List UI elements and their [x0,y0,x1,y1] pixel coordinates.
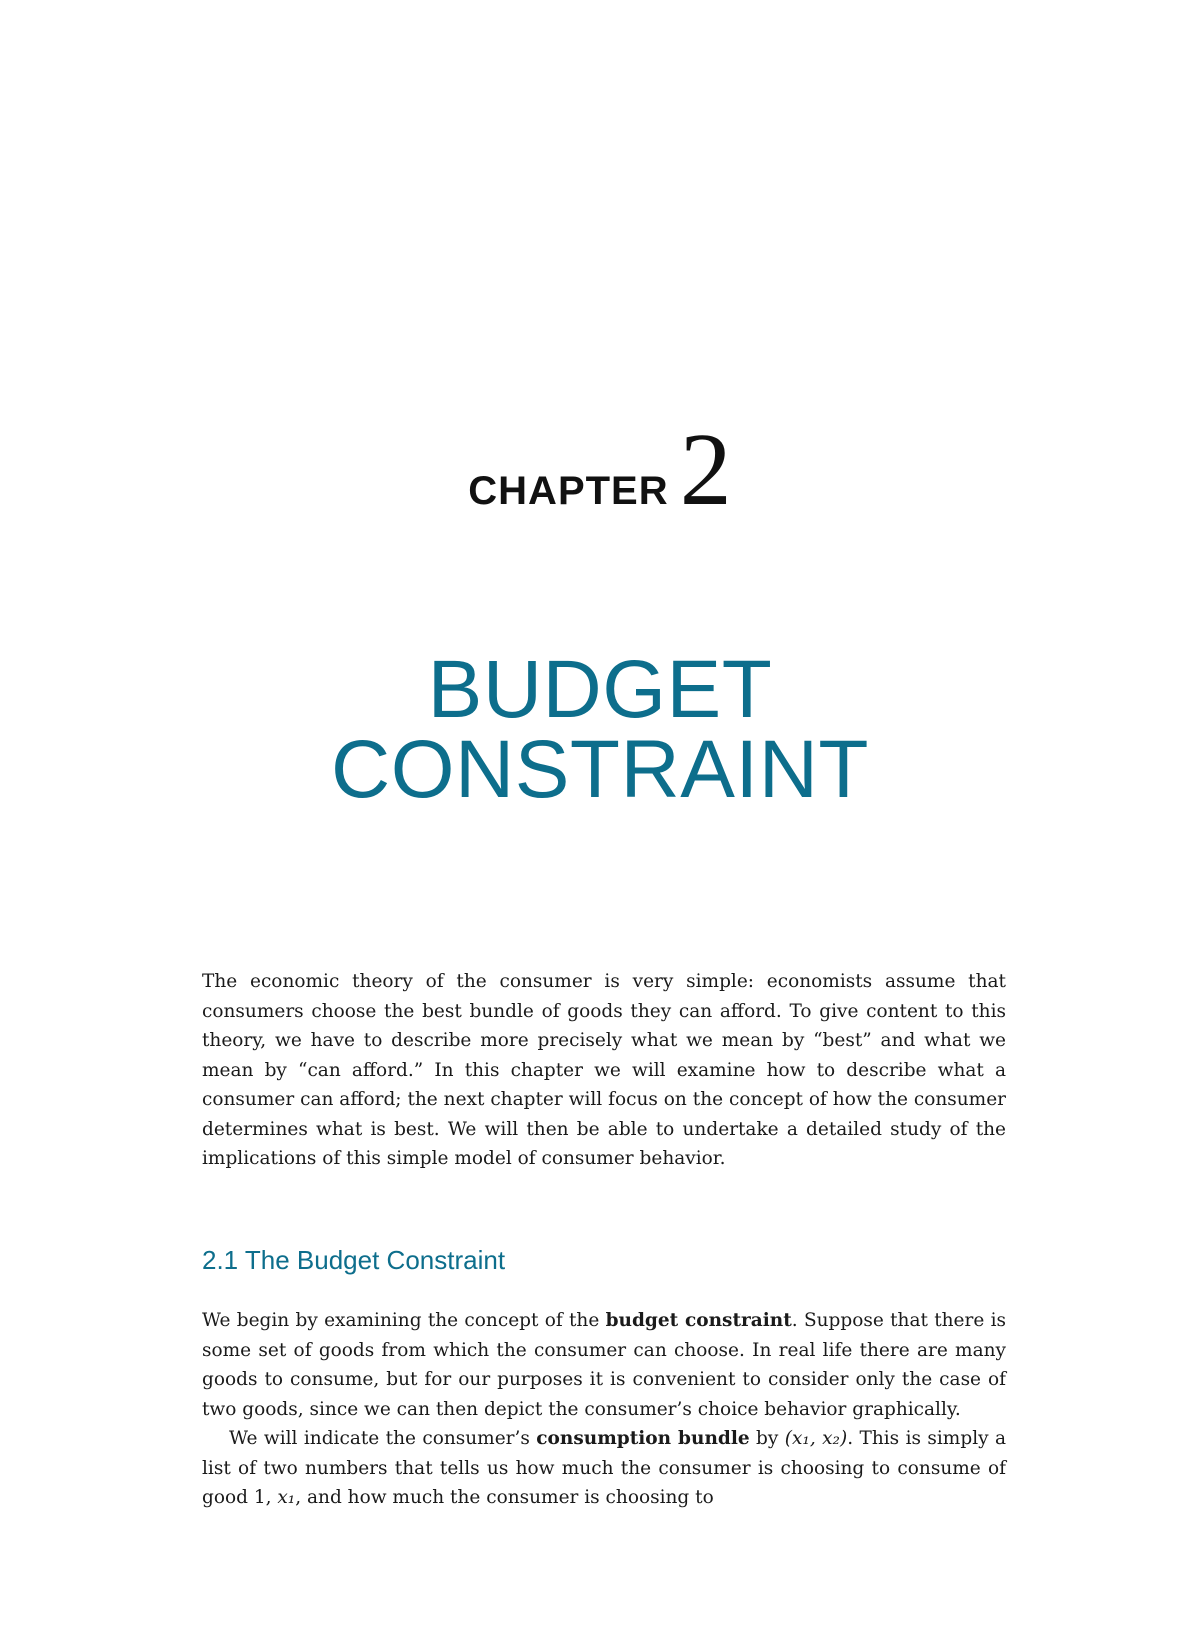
term-consumption-bundle: consumption bundle [536,1428,750,1449]
chapter-title-line-1: BUDGET [427,644,773,735]
paragraph-text: . Suppose that there is some set of goods from which the consumer can choose. In real life there are many goods to consume, but for our purposes it is convenient to consider only the case of two goods, since we can then depict the consumer’s choice behavior graphically. [202,1310,1006,1420]
math-x1: x₁ [277,1487,296,1508]
section-paragraph-1 [202,1306,1006,1424]
chapter-title-line-2: CONSTRAINT [331,724,869,815]
section-paragraph-2 [202,1424,1006,1513]
chapter-number: 2 [679,412,732,527]
chapter-heading [0,412,1200,527]
chapter-title [0,644,1200,815]
section-body [202,1306,1006,1513]
paragraph-text: We begin by examining the concept of the [202,1310,606,1331]
paragraph-text: by [749,1428,785,1449]
paragraph-text: . This is simply a list of two numbers that tells us how much the consumer is choosing to consume of good 1, [202,1428,1006,1508]
math-bundle: (x₁, x₂) [784,1428,848,1449]
paragraph-text: We will indicate the consumer’s [229,1428,537,1449]
paragraph-text: , and how much the consumer is choosing to [295,1487,714,1508]
term-budget-constraint: budget constraint [605,1310,792,1331]
intro-paragraph: The economic theory of the consumer is very simple: economists assume that consumers choose the best bundle of goods they can afford. To give content to this theory, we have to describe more precisely what we mean by “best” and what we mean by “can afford.” In this chapter we will examine how to describe what a consumer can afford; the next chapter will focus on the concept of how the consumer determines what is best. We will then be able to undertake a detailed study of the implications of this simple model of consumer behavior. [202,971,1006,1169]
section-heading: 2.1 The Budget Constraint [202,1245,506,1275]
chapter-label: CHAPTER [468,469,669,513]
